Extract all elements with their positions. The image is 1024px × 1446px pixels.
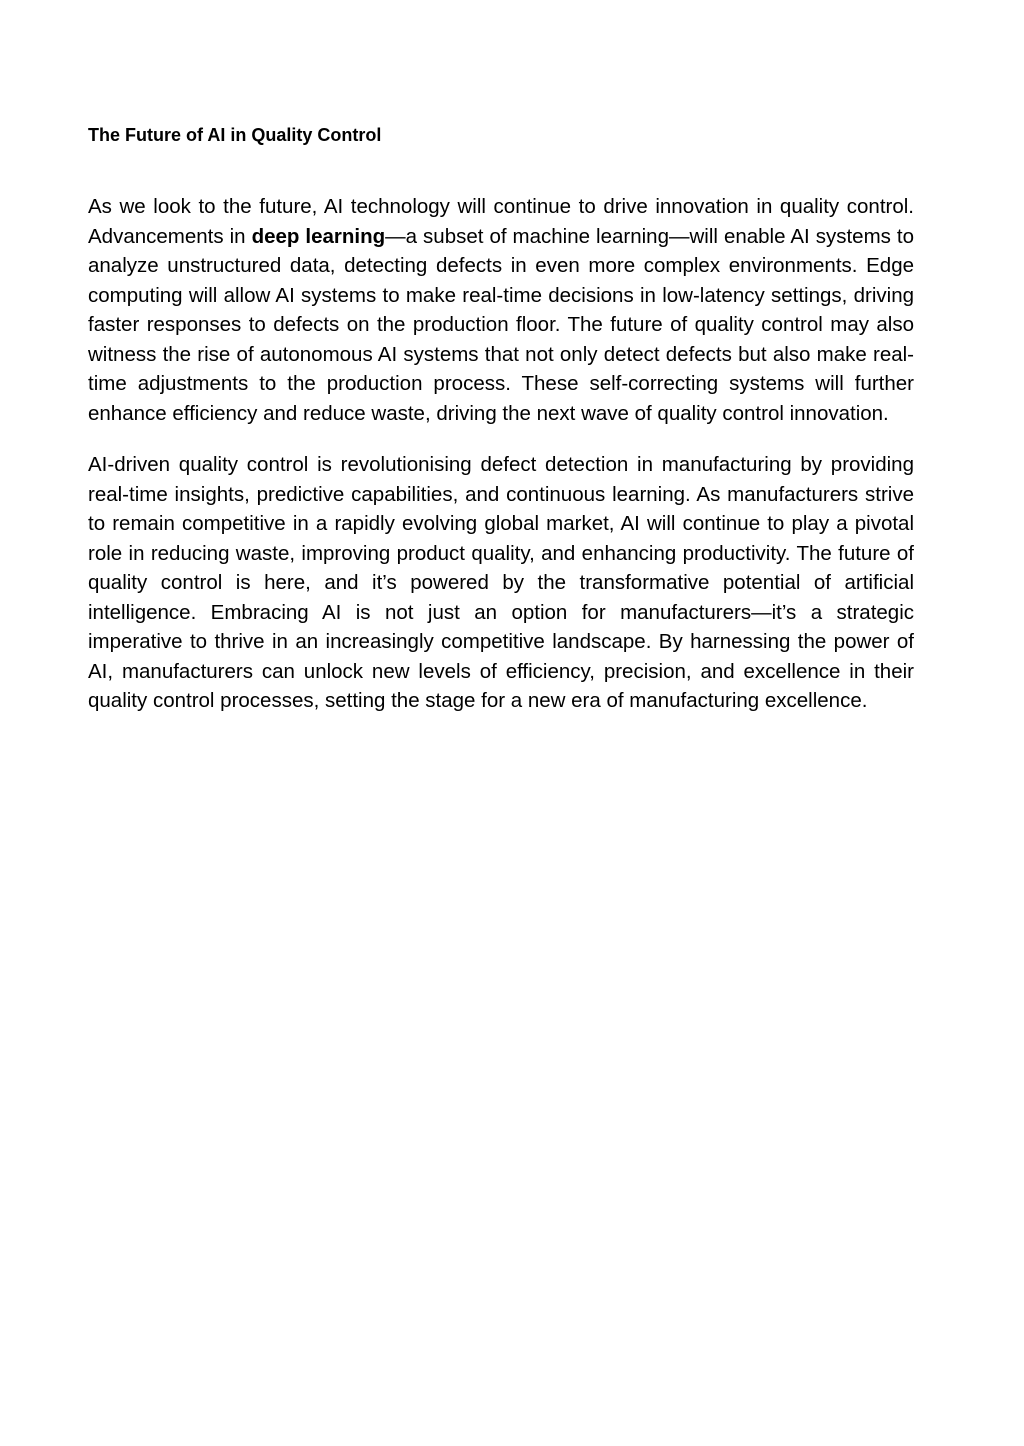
paragraph-conclusion: AI-driven quality control is revolutionising defect detection in manufacturing by providing real-time insights, predictive capabilities, and continuous learning. As manufacturers strive to remain competitive in a rapidly evolving global market, AI will continue to play a pivotal role in reducing waste, improving product quality, and enhancing productivity. The future of quality control is here, and it’s powered by the transformative potential of artificial intelligence. Embracing AI is not just an option for manufacturers—it’s a strategic imperative to thrive in an increasingly competitive landscape. By harnessing the power of AI, manufacturers can unlock new levels of efficiency, precision, and excellence in their quality control processes, setting the stage for a new era of manufacturing excellence. [88,453,914,712]
paragraph-text: As we look to the future, AI technology will continue to drive innovation in quality control. Advancements in [88,195,914,248]
paragraph-text: —a subset of machine learning—will enable AI systems to analyze unstructured data, detecting defects in even more complex environments. Edge computing will allow AI systems to make real-time decisions in low-latency settings, driving faster responses to defects on the production floor. The future of quality control may also witness the rise of autonomous AI systems that not only detect defects but also make real-time adjustments to the production process. These self-correcting systems will further enhance efficiency and reduce waste, driving the next wave of quality control innovation. [88,224,915,425]
document-page [88,122,914,738]
bold-term-deep-learning: deep learning [251,224,386,248]
paragraph-future-ai [88,192,914,428]
document-title: The Future of AI in Quality Control [88,125,382,145]
